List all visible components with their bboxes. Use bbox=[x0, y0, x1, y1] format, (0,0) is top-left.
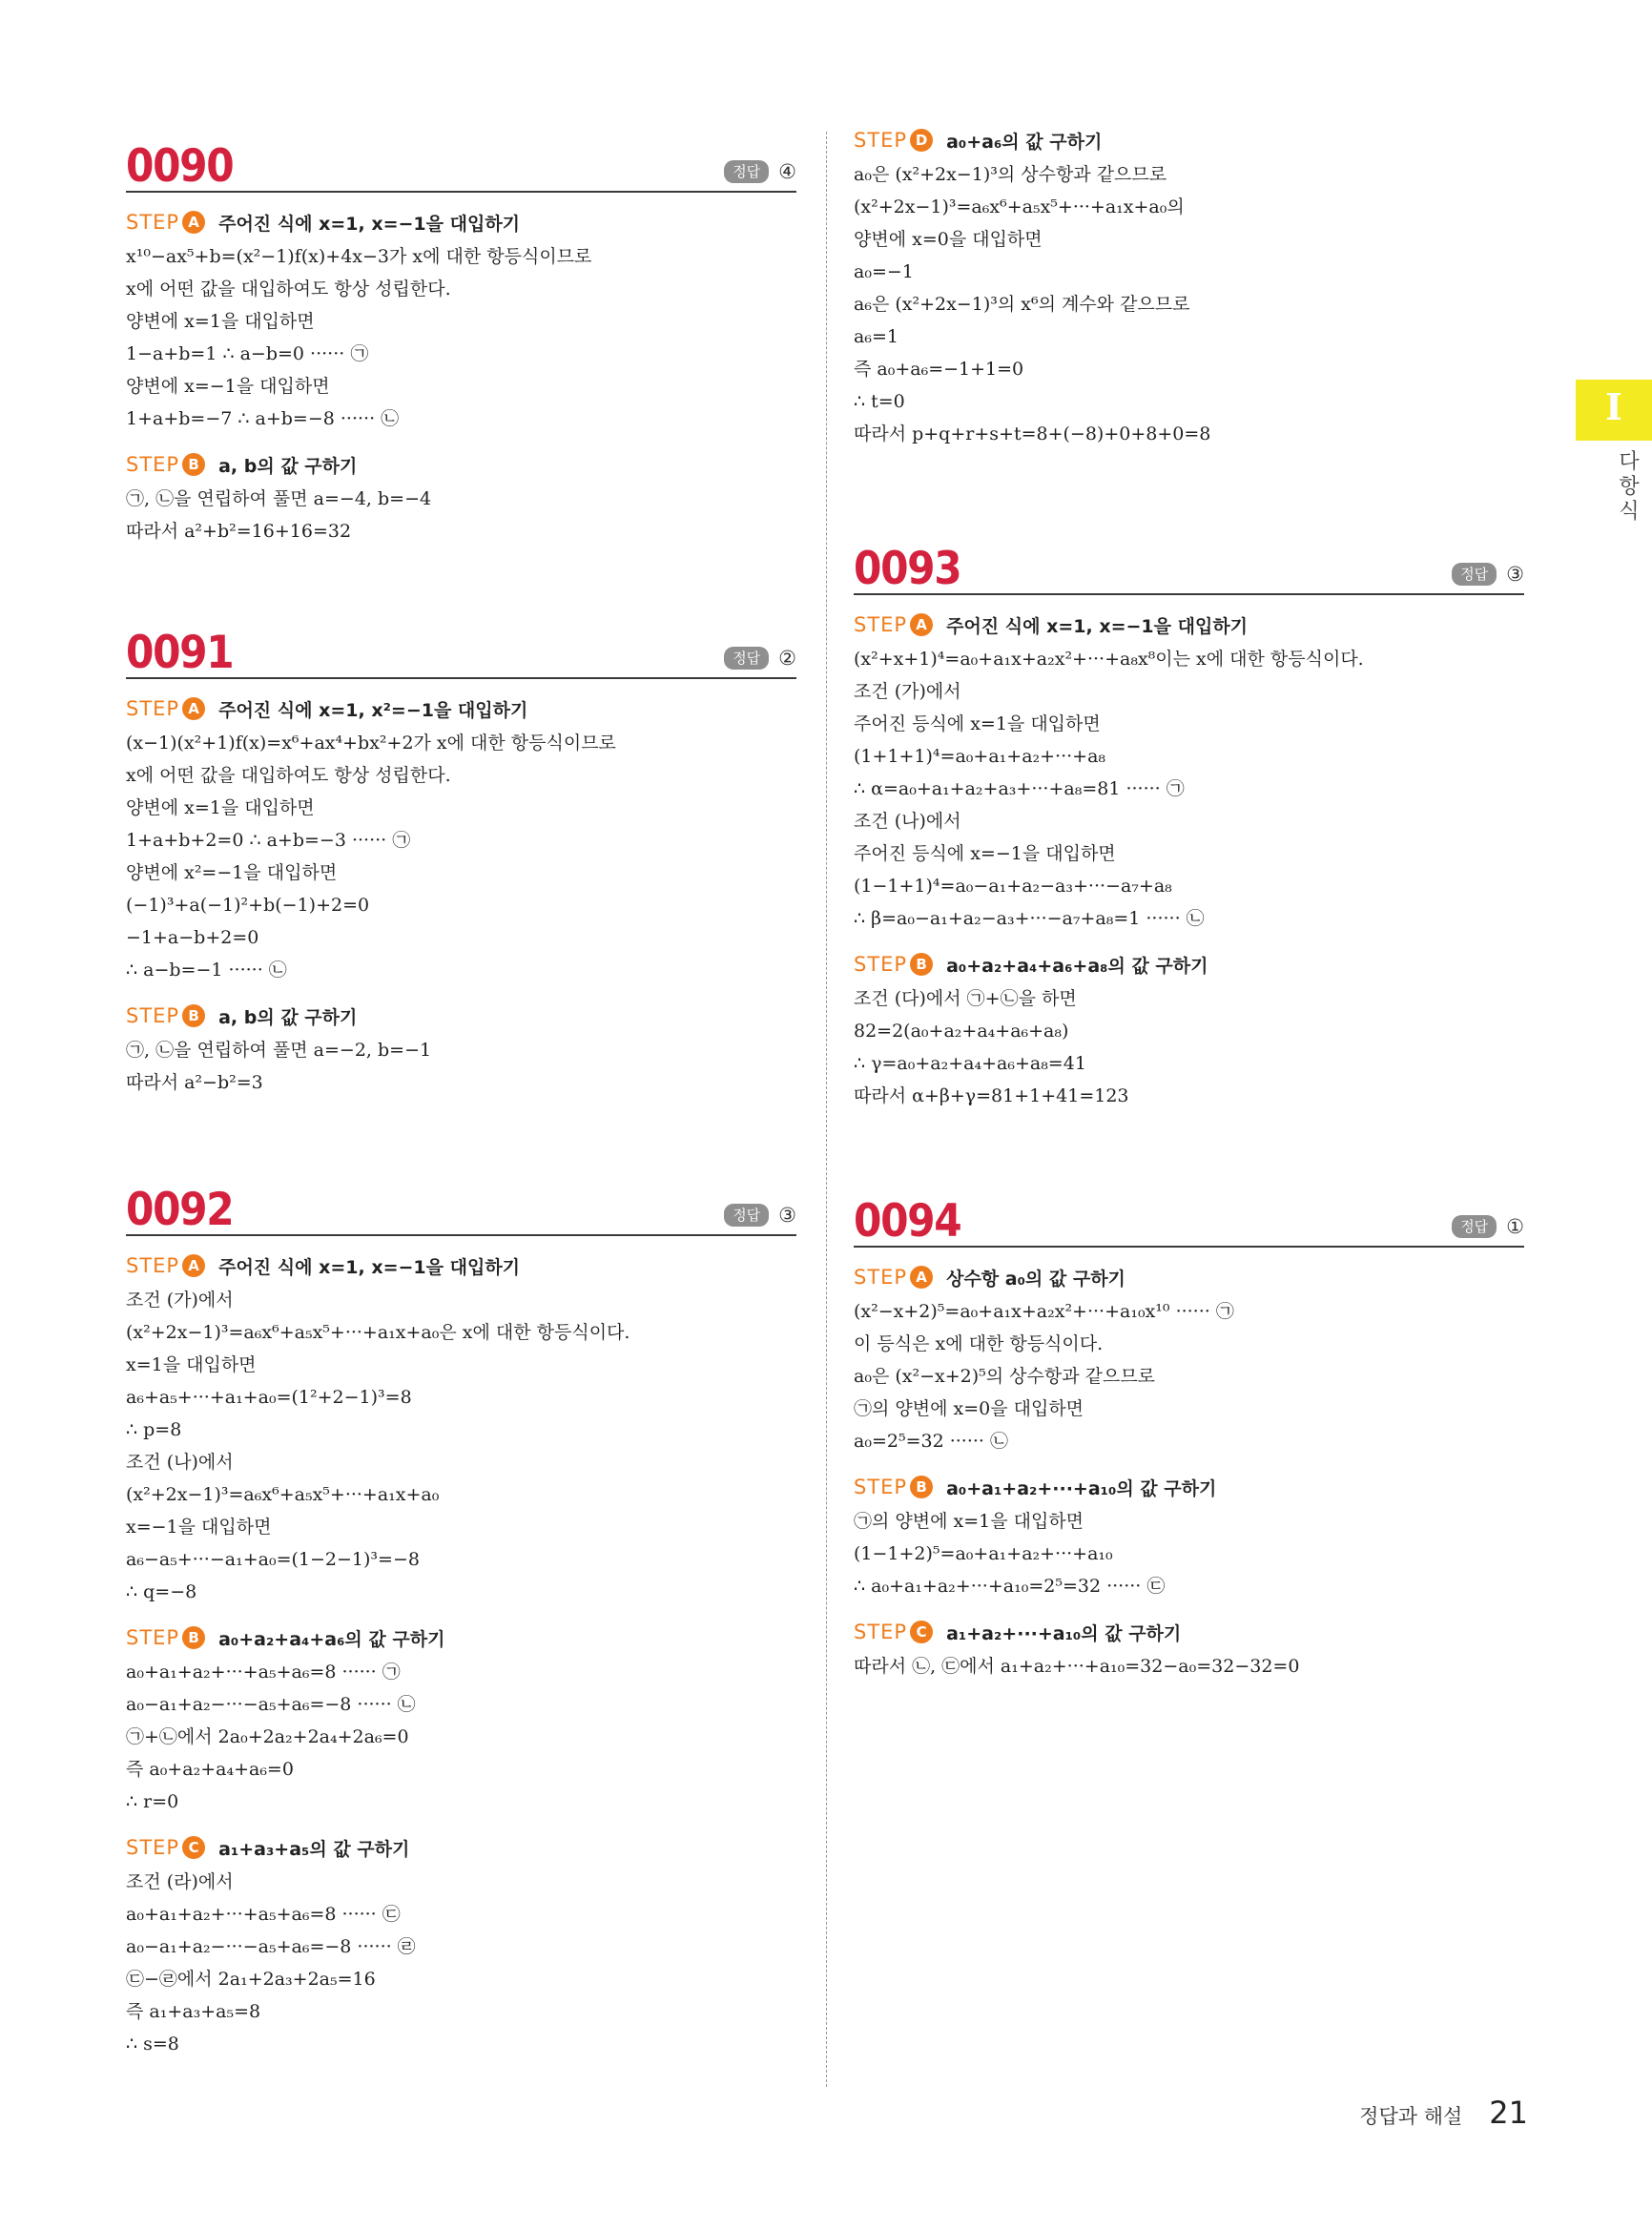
problem-number: 0093 bbox=[854, 543, 961, 595]
answer-badge: 정답 bbox=[1452, 1215, 1497, 1238]
step-label: STEP bbox=[126, 453, 180, 476]
solution-line: 이 등식은 x에 대한 항등식이다. bbox=[854, 1333, 1104, 1354]
step-letter-badge: C bbox=[910, 1621, 933, 1643]
step-title: a₀+a₂+a₄+a₆의 값 구하기 bbox=[218, 1628, 445, 1650]
step-heading bbox=[854, 122, 1524, 158]
step-heading bbox=[126, 998, 796, 1034]
solution-line: 조건 (가)에서 bbox=[854, 681, 961, 702]
solution-line: ㉢−㉣에서 2a₁+2a₃+2a₅=16 bbox=[126, 1969, 376, 1990]
solution-line: ㉠, ㉡을 연립하여 풀면 a=−2, b=−1 bbox=[126, 1040, 432, 1061]
solution-line: (1−1+1)⁴=a₀−a₁+a₂−a₃+···−a₇+a₈ bbox=[854, 876, 1172, 897]
chapter-tab-label: I bbox=[1605, 385, 1622, 428]
solution-line: ∴ γ=a₀+a₂+a₄+a₆+a₈=41 bbox=[854, 1053, 1086, 1074]
solution-line: 1+a+b=−7 ∴ a+b=−8 ······ ㉡ bbox=[126, 408, 400, 429]
solution-line: a₆=1 bbox=[854, 326, 898, 347]
solution-line: (x−1)(x²+1)f(x)=x⁶+ax⁴+bx²+2가 x에 대한 항등식이므로 bbox=[126, 733, 616, 754]
solution-line: 82=2(a₀+a₂+a₄+a₆+a₈) bbox=[854, 1021, 1069, 1042]
solution-line: ∴ s=8 bbox=[126, 2034, 179, 2054]
solution-line: a₆은 (x²+2x−1)³의 x⁶의 계수와 같으므로 bbox=[854, 294, 1190, 315]
problem-0091 bbox=[126, 618, 796, 1099]
solution-line: x=1을 대입하면 bbox=[126, 1354, 257, 1375]
answer-value: ③ bbox=[778, 1204, 796, 1227]
step-heading bbox=[126, 1620, 796, 1656]
solution-line: 따라서 α+β+γ=81+1+41=123 bbox=[854, 1085, 1129, 1106]
step-letter-badge: B bbox=[182, 453, 205, 476]
answer-badge: 정답 bbox=[724, 160, 769, 183]
solution-line: 즉 a₁+a₃+a₅=8 bbox=[126, 2001, 261, 2022]
solution-line: a₆−a₅+···−a₁+a₀=(1−2−1)³=−8 bbox=[126, 1549, 420, 1570]
answer-value: ④ bbox=[778, 160, 796, 183]
solution-line: 따라서 ㉡, ㉢에서 a₁+a₂+···+a₁₀=32−a₀=32−32=0 bbox=[854, 1656, 1300, 1677]
solution-line: ∴ a−b=−1 ······ ㉡ bbox=[126, 960, 287, 981]
step-heading bbox=[126, 204, 796, 240]
solution-line: ∴ α=a₀+a₁+a₂+a₃+···+a₈=81 ······ ㉠ bbox=[854, 778, 1185, 799]
step-label: STEP bbox=[126, 1836, 180, 1859]
solution-line: 따라서 a²−b²=3 bbox=[126, 1072, 263, 1093]
solution-line: 양변에 x=1을 대입하면 bbox=[126, 797, 315, 818]
chapter-title bbox=[1616, 450, 1642, 525]
step-heading bbox=[854, 946, 1524, 982]
solution-line: 양변에 x=1을 대입하면 bbox=[126, 311, 315, 332]
solution-line: a₀−a₁+a₂−···−a₅+a₆=−8 ······ ㉣ bbox=[126, 1936, 416, 1957]
step-letter-badge: B bbox=[182, 1626, 205, 1649]
problem-header bbox=[854, 534, 1524, 595]
problem-header bbox=[126, 1175, 796, 1236]
solution-line: a₀=−1 bbox=[854, 261, 914, 282]
solution-line: x에 어떤 값을 대입하여도 항상 성립한다. bbox=[126, 279, 451, 299]
answer bbox=[724, 160, 796, 183]
step-heading bbox=[126, 691, 796, 727]
step-title: 주어진 식에 x=1, x²=−1을 대입하기 bbox=[218, 699, 528, 721]
solution-line: 양변에 x²=−1을 대입하면 bbox=[126, 862, 338, 883]
column-divider bbox=[826, 132, 827, 2087]
problem-number: 0091 bbox=[126, 627, 234, 679]
problem-0090 bbox=[126, 132, 796, 547]
solution-line: ∴ q=−8 bbox=[126, 1581, 197, 1602]
step-label: STEP bbox=[126, 211, 180, 234]
solution-line: ㉠의 양변에 x=0을 대입하면 bbox=[854, 1398, 1084, 1419]
step-letter-badge: A bbox=[182, 697, 205, 720]
step-title: a₀+a₆의 값 구하기 bbox=[946, 131, 1103, 153]
step-title: 주어진 식에 x=1, x=−1을 대입하기 bbox=[946, 615, 1249, 637]
solution-line: 즉 a₀+a₆=−1+1=0 bbox=[854, 359, 1024, 380]
problem-header bbox=[854, 1187, 1524, 1248]
chapter-tab bbox=[1576, 380, 1652, 441]
step-letter-badge: B bbox=[182, 1004, 205, 1027]
solution-line: a₀−a₁+a₂−···−a₅+a₆=−8 ······ ㉡ bbox=[126, 1694, 416, 1715]
solution-line: 조건 (라)에서 bbox=[126, 1871, 234, 1892]
step-label: STEP bbox=[854, 953, 908, 976]
problem-number: 0090 bbox=[126, 140, 234, 193]
chapter-title-char: 식 bbox=[1619, 500, 1640, 524]
step-title: a, b의 값 구하기 bbox=[218, 1006, 358, 1028]
solution-line: ∴ r=0 bbox=[126, 1791, 179, 1812]
solution-line: (−1)³+a(−1)²+b(−1)+2=0 bbox=[126, 895, 370, 916]
problem-0092-continued bbox=[854, 122, 1524, 450]
solution-line: 조건 (나)에서 bbox=[854, 811, 961, 832]
answer bbox=[1452, 563, 1524, 586]
step-letter-badge: D bbox=[910, 129, 933, 152]
solution-line: (x²+x+1)⁴=a₀+a₁x+a₂x²+···+a₈x⁸이는 x에 대한 항등식이다. bbox=[854, 649, 1364, 670]
solution-line: 1+a+b+2=0 ∴ a+b=−3 ······ ㉠ bbox=[126, 830, 411, 851]
step-title: a₁+a₂+···+a₁₀의 값 구하기 bbox=[946, 1622, 1182, 1644]
step-heading bbox=[854, 1614, 1524, 1650]
step-letter-badge: B bbox=[910, 1476, 933, 1498]
solution-line: 따라서 p+q+r+s+t=8+(−8)+0+8+0=8 bbox=[854, 423, 1211, 444]
solution-line: (x²+2x−1)³=a₆x⁶+a₅x⁵+···+a₁x+a₀ bbox=[126, 1484, 440, 1505]
solution-body bbox=[126, 1248, 796, 2060]
step-heading bbox=[854, 607, 1524, 643]
step-label: STEP bbox=[126, 697, 180, 720]
step-label: STEP bbox=[854, 1621, 908, 1643]
problem-number: 0094 bbox=[854, 1195, 961, 1248]
solution-line: a₀+a₁+a₂+···+a₅+a₆=8 ······ ㉢ bbox=[126, 1904, 401, 1925]
answer-value: ③ bbox=[1506, 563, 1524, 586]
solution-line: a₀은 (x²−x+2)⁵의 상수항과 같으므로 bbox=[854, 1366, 1156, 1387]
answer-value: ② bbox=[778, 647, 796, 670]
step-heading bbox=[126, 1248, 796, 1284]
step-label: STEP bbox=[126, 1254, 180, 1277]
solution-line: ㉠+㉡에서 2a₀+2a₂+2a₄+2a₆=0 bbox=[126, 1726, 409, 1747]
step-title: 상수항 a₀의 값 구하기 bbox=[946, 1268, 1125, 1290]
solution-line: 즉 a₀+a₂+a₄+a₆=0 bbox=[126, 1759, 294, 1780]
solution-line: (x²+2x−1)³=a₆x⁶+a₅x⁵+···+a₁x+a₀은 x에 대한 항등식이다. bbox=[126, 1322, 630, 1343]
problem-number: 0092 bbox=[126, 1184, 234, 1236]
solution-line: ∴ β=a₀−a₁+a₂−a₃+···−a₇+a₈=1 ······ ㉡ bbox=[854, 908, 1205, 929]
solution-line: a₀=2⁵=32 ······ ㉡ bbox=[854, 1431, 1008, 1452]
footer-label: 정답과 해설 bbox=[1359, 2105, 1463, 2128]
problem-0093 bbox=[854, 534, 1524, 1112]
problem-header bbox=[126, 618, 796, 679]
step-heading bbox=[126, 1829, 796, 1866]
solution-line: ㉠, ㉡을 연립하여 풀면 a=−4, b=−4 bbox=[126, 488, 432, 509]
solution-body bbox=[126, 204, 796, 547]
step-letter-badge: C bbox=[182, 1836, 205, 1859]
step-label: STEP bbox=[854, 129, 908, 152]
step-letter-badge: A bbox=[182, 1254, 205, 1277]
problem-header bbox=[126, 132, 796, 193]
page-footer bbox=[1359, 2095, 1528, 2131]
step-heading bbox=[854, 1259, 1524, 1295]
solution-line: a₀은 (x²+2x−1)³의 상수항과 같으므로 bbox=[854, 164, 1167, 185]
answer-value: ① bbox=[1506, 1215, 1524, 1238]
solution-line: ∴ a₀+a₁+a₂+···+a₁₀=2⁵=32 ······ ㉢ bbox=[854, 1576, 1166, 1597]
step-letter-badge: A bbox=[182, 211, 205, 234]
answer bbox=[1452, 1215, 1524, 1238]
chapter-title-char: 다 bbox=[1619, 450, 1640, 474]
step-letter-badge: A bbox=[910, 613, 933, 636]
problem-0092 bbox=[126, 1175, 796, 2060]
solution-line: ㉠의 양변에 x=1을 대입하면 bbox=[854, 1511, 1084, 1532]
step-label: STEP bbox=[126, 1626, 180, 1649]
solution-line: a₆+a₅+···+a₁+a₀=(1²+2−1)³=8 bbox=[126, 1387, 412, 1408]
solution-line: (x²+2x−1)³=a₆x⁶+a₅x⁵+···+a₁x+a₀의 bbox=[854, 196, 1185, 217]
solution-line: ∴ t=0 bbox=[854, 391, 905, 412]
step-heading bbox=[126, 446, 796, 483]
solution-body bbox=[126, 691, 796, 1099]
solution-line: x에 어떤 값을 대입하여도 항상 성립한다. bbox=[126, 765, 451, 786]
answer bbox=[724, 1204, 796, 1227]
solution-line: 양변에 x=0을 대입하면 bbox=[854, 229, 1043, 250]
step-label: STEP bbox=[854, 1266, 908, 1289]
solution-line: ∴ p=8 bbox=[126, 1419, 182, 1440]
page-number: 21 bbox=[1489, 2095, 1528, 2131]
solution-line: x=−1을 대입하면 bbox=[126, 1517, 272, 1538]
solution-line: (1+1+1)⁴=a₀+a₁+a₂+···+a₈ bbox=[854, 746, 1106, 767]
solution-line: x¹⁰−ax⁵+b=(x²−1)f(x)+4x−3가 x에 대한 항등식이므로 bbox=[126, 246, 592, 267]
solution-line: 조건 (가)에서 bbox=[126, 1290, 234, 1311]
solution-body bbox=[854, 607, 1524, 1112]
solution-line: (1−1+2)⁵=a₀+a₁+a₂+···+a₁₀ bbox=[854, 1543, 1113, 1564]
step-heading bbox=[854, 1469, 1524, 1505]
step-label: STEP bbox=[854, 1476, 908, 1498]
solution-line: a₀+a₁+a₂+···+a₅+a₆=8 ······ ㉠ bbox=[126, 1662, 401, 1683]
solution-line: 조건 (나)에서 bbox=[126, 1452, 234, 1473]
solution-body bbox=[854, 1259, 1524, 1683]
step-title: a₀+a₂+a₄+a₆+a₈의 값 구하기 bbox=[946, 955, 1208, 977]
step-title: a₀+a₁+a₂+···+a₁₀의 값 구하기 bbox=[946, 1477, 1217, 1499]
solution-line: 주어진 등식에 x=1을 대입하면 bbox=[854, 713, 1101, 734]
step-title: a₁+a₃+a₅의 값 구하기 bbox=[218, 1838, 410, 1860]
solution-line: (x²−x+2)⁵=a₀+a₁x+a₂x²+···+a₁₀x¹⁰ ······ ㉠ bbox=[854, 1301, 1234, 1322]
answer-badge: 정답 bbox=[724, 1204, 769, 1227]
step-label: STEP bbox=[126, 1004, 180, 1027]
solution-line: 조건 (다)에서 ㉠+㉡을 하면 bbox=[854, 988, 1077, 1009]
solution-line: 양변에 x=−1을 대입하면 bbox=[126, 376, 330, 397]
solution-line: 1−a+b=1 ∴ a−b=0 ······ ㉠ bbox=[126, 343, 369, 364]
step-title: 주어진 식에 x=1, x=−1을 대입하기 bbox=[218, 213, 521, 235]
answer-badge: 정답 bbox=[724, 647, 769, 670]
answer-badge: 정답 bbox=[1452, 563, 1497, 586]
solution-line: 주어진 등식에 x=−1을 대입하면 bbox=[854, 843, 1116, 864]
solution-line: 따라서 a²+b²=16+16=32 bbox=[126, 521, 352, 542]
step-letter-badge: A bbox=[910, 1266, 933, 1289]
chapter-title-char: 항 bbox=[1619, 475, 1640, 499]
step-title: a, b의 값 구하기 bbox=[218, 455, 358, 477]
step-title: 주어진 식에 x=1, x=−1을 대입하기 bbox=[218, 1256, 521, 1278]
solution-body bbox=[854, 122, 1524, 450]
answer bbox=[724, 647, 796, 670]
step-letter-badge: B bbox=[910, 953, 933, 976]
step-label: STEP bbox=[854, 613, 908, 636]
solution-line: −1+a−b+2=0 bbox=[126, 927, 259, 948]
problem-0094 bbox=[854, 1187, 1524, 1683]
